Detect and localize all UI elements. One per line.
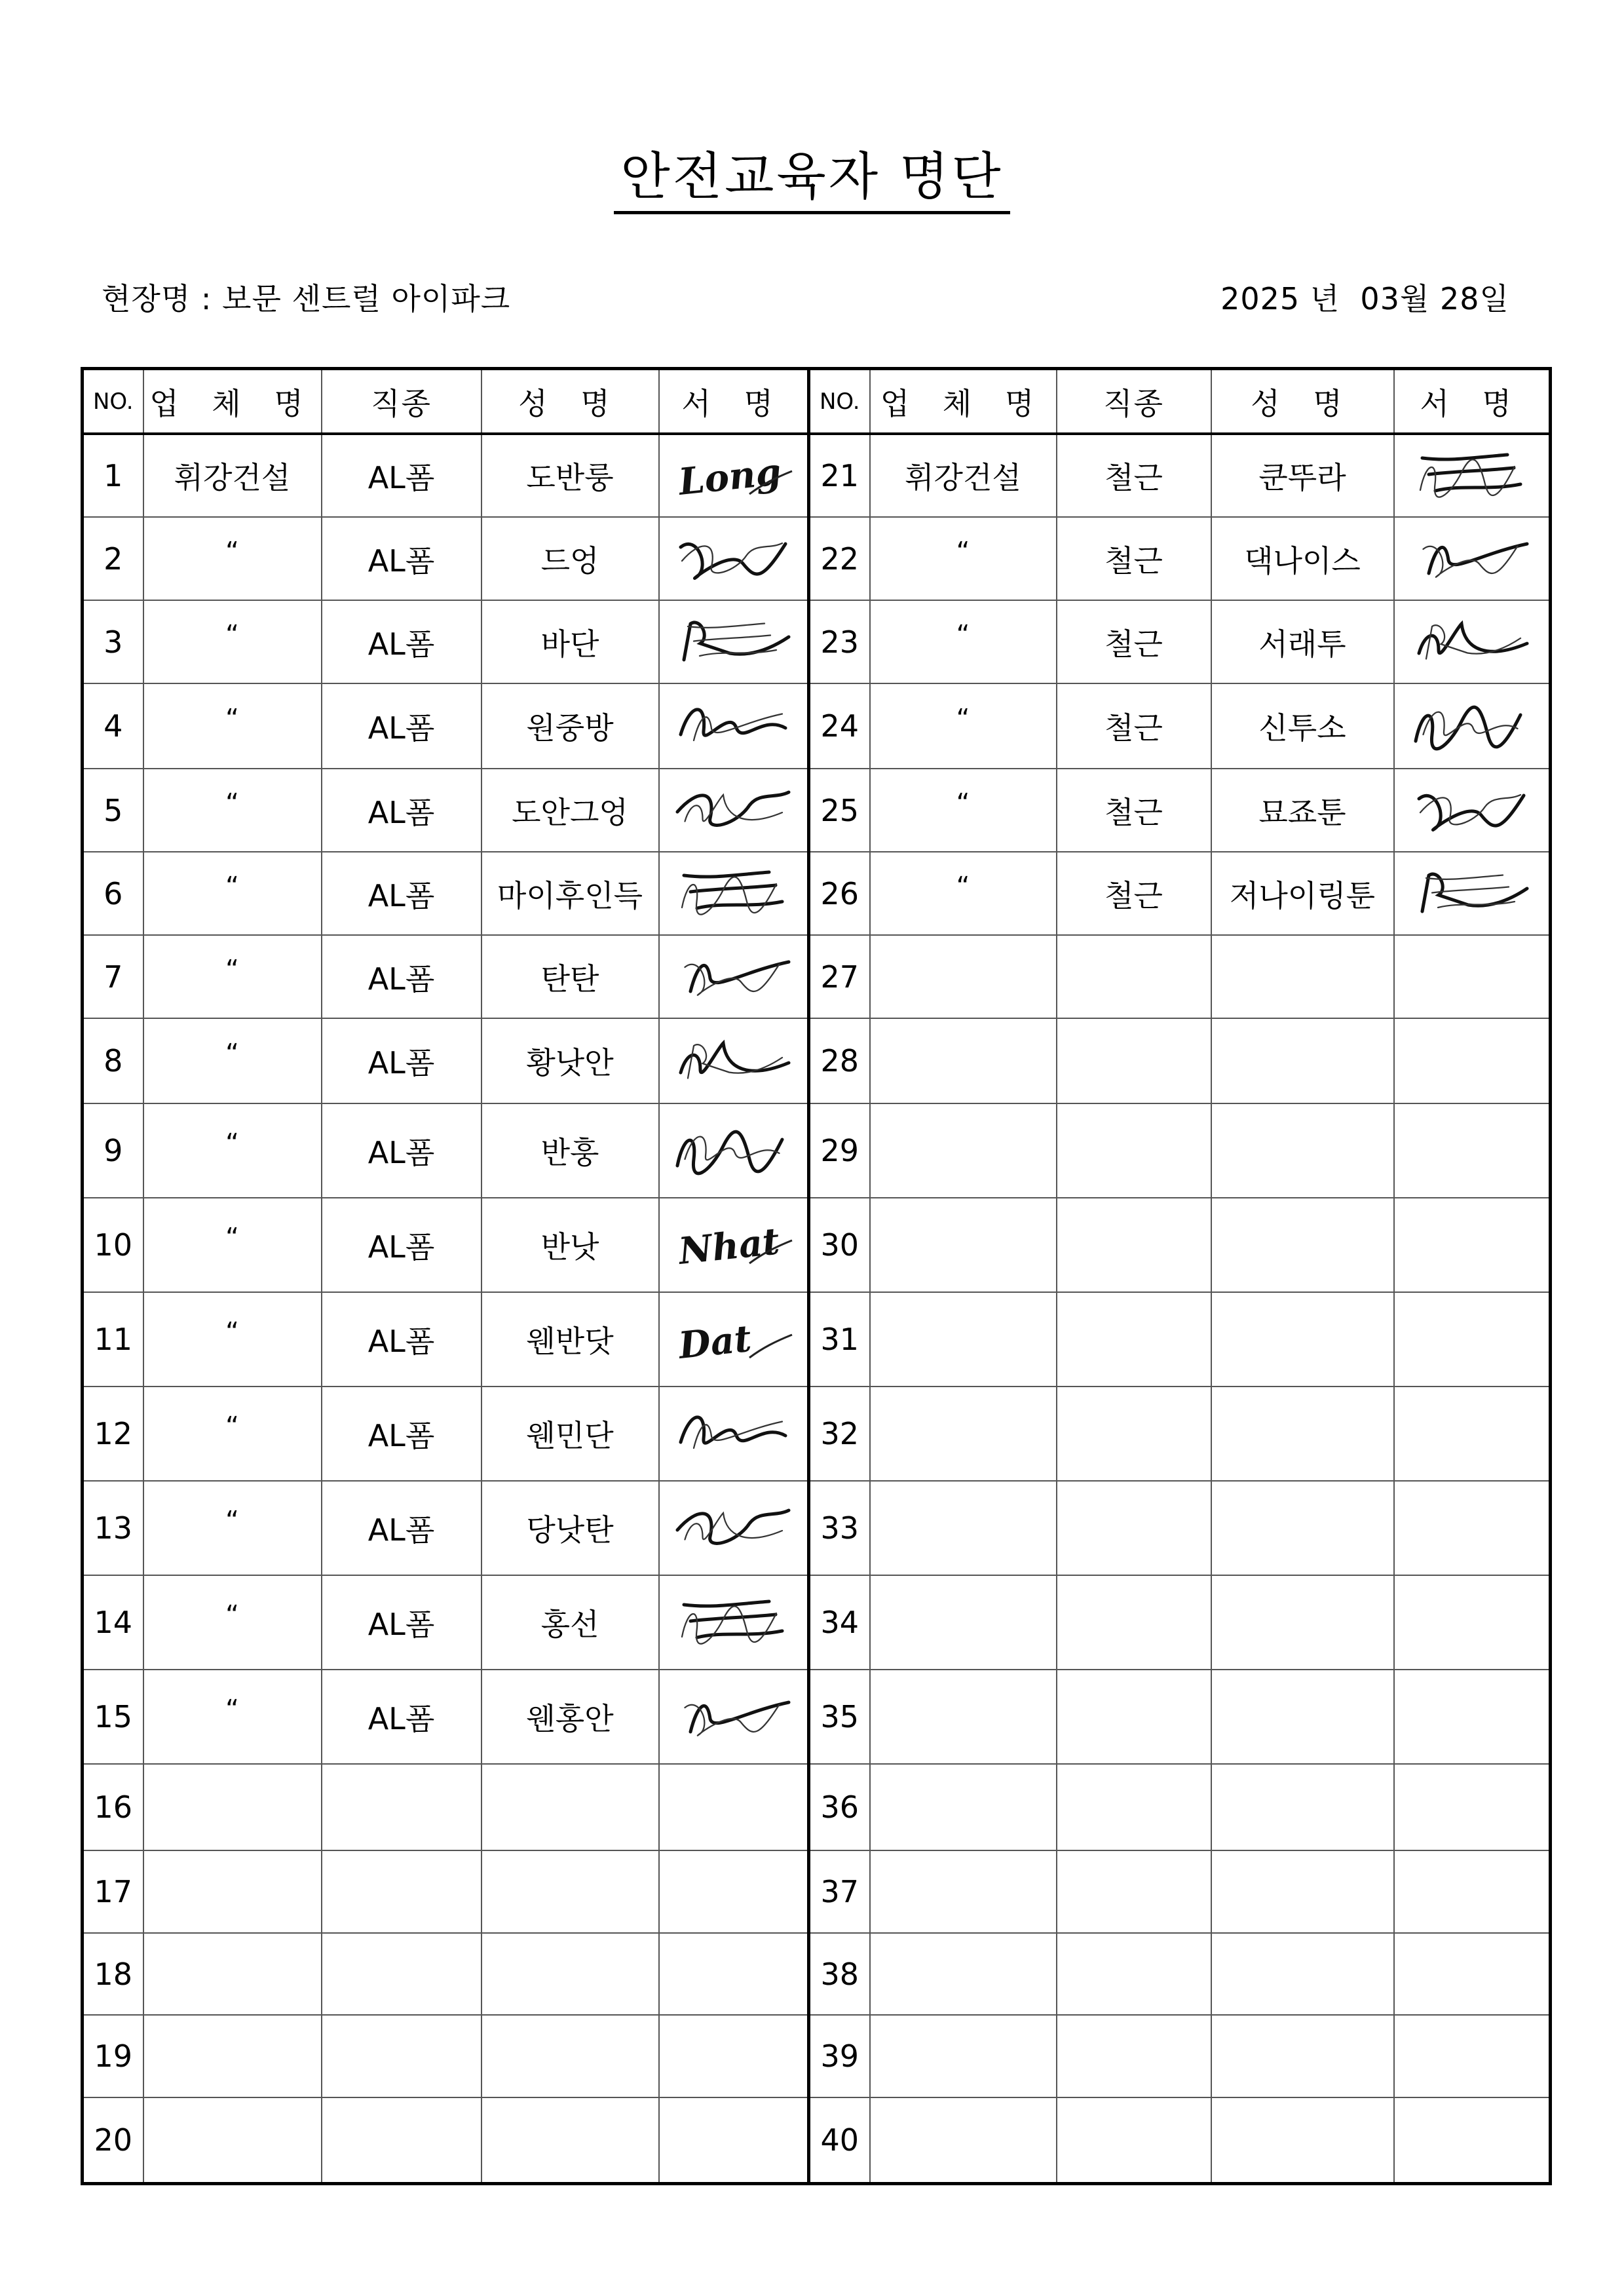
row-number-cell: 15 [83, 1670, 143, 1764]
company-cell: 휘강건설 [870, 434, 1057, 517]
signature-image [671, 1309, 795, 1371]
ditto-mark: “ [956, 536, 970, 567]
company-cell [870, 600, 1057, 683]
worker-name-cell: 원중방 [482, 683, 659, 769]
worker-name-cell: 웬민단 [482, 1387, 659, 1481]
worker-name-cell [482, 1764, 659, 1850]
signature-image [671, 1120, 795, 1182]
company-cell [143, 1198, 322, 1292]
worker-name-cell [1211, 1481, 1394, 1575]
job-cell: AL폼 [322, 683, 482, 769]
company-cell [143, 600, 322, 683]
job-cell: AL폼 [322, 1575, 482, 1670]
table-row [83, 2015, 1551, 2097]
ditto-mark: “ [225, 1317, 239, 1347]
ditto-mark: “ [225, 1694, 239, 1725]
worker-name-cell: 저나이링툰 [1211, 852, 1394, 935]
signature-cell [1394, 2015, 1551, 2097]
signature-cell [659, 600, 809, 683]
job-cell: AL폼 [322, 1292, 482, 1387]
job-cell [1057, 1018, 1211, 1103]
signature-cell [1394, 1850, 1551, 1933]
worker-name-cell [1211, 1018, 1394, 1103]
signature-cell [1394, 434, 1551, 517]
job-cell: AL폼 [322, 1670, 482, 1764]
job-cell [1057, 1481, 1211, 1575]
table-row [83, 2097, 1551, 2183]
signature-image [671, 611, 795, 673]
worker-name-cell: 당낫탄 [482, 1481, 659, 1575]
table-row [83, 1670, 1551, 1764]
worker-name-cell [1211, 1292, 1394, 1387]
job-cell: 철근 [1057, 852, 1211, 935]
row-number-cell: 21 [809, 434, 870, 517]
job-cell: AL폼 [322, 852, 482, 935]
header-company: 업 체 명 [143, 369, 322, 434]
company-cell [143, 852, 322, 935]
row-number-cell: 6 [83, 852, 143, 935]
company-cell [870, 1198, 1057, 1292]
company-cell [143, 935, 322, 1018]
job-cell: 철근 [1057, 683, 1211, 769]
signature-cell [1394, 1481, 1551, 1575]
ditto-mark: “ [225, 1506, 239, 1536]
signature-cell [1394, 683, 1551, 769]
job-cell [1057, 1850, 1211, 1933]
company-cell [143, 1387, 322, 1481]
row-number-cell: 5 [83, 769, 143, 852]
row-number-cell: 37 [809, 1850, 870, 1933]
company-cell [870, 1933, 1057, 2015]
signature-cell [659, 1481, 809, 1575]
row-number-cell: 20 [83, 2097, 143, 2183]
row-number-cell: 23 [809, 600, 870, 683]
row-number-cell: 9 [83, 1103, 143, 1198]
company-cell [870, 2015, 1057, 2097]
header-job: 직종 [1057, 369, 1211, 434]
row-number-cell: 14 [83, 1575, 143, 1670]
header-no: NO. [809, 369, 870, 434]
job-cell: 철근 [1057, 769, 1211, 852]
signature-cell [659, 769, 809, 852]
row-number-cell: 16 [83, 1764, 143, 1850]
worker-name-cell [1211, 1103, 1394, 1198]
row-number-cell: 31 [809, 1292, 870, 1387]
signature-cell [1394, 769, 1551, 852]
company-cell [143, 683, 322, 769]
ditto-mark: “ [225, 1600, 239, 1630]
worker-name-cell: 도안그엉 [482, 769, 659, 852]
worker-name-cell: 홍선 [482, 1575, 659, 1670]
row-number-cell: 4 [83, 683, 143, 769]
signature-cell [659, 1387, 809, 1481]
worker-name-cell [1211, 1850, 1394, 1933]
signature-image [671, 1686, 795, 1748]
table-row [83, 1198, 1551, 1292]
signature-cell [1394, 1670, 1551, 1764]
row-number-cell: 40 [809, 2097, 870, 2183]
company-cell [143, 1481, 322, 1575]
table-row [83, 1481, 1551, 1575]
attendee-table [81, 367, 1552, 2185]
row-number-cell: 25 [809, 769, 870, 852]
worker-name-cell [482, 2097, 659, 2183]
signature-image [1409, 862, 1534, 925]
job-cell [322, 2097, 482, 2183]
company-cell [870, 2097, 1057, 2183]
job-cell: 철근 [1057, 434, 1211, 517]
ditto-mark: “ [225, 954, 239, 985]
row-number-cell: 29 [809, 1103, 870, 1198]
company-cell [870, 683, 1057, 769]
worker-name-cell: 반낫 [482, 1198, 659, 1292]
signature-image [671, 527, 795, 590]
worker-name-cell [482, 1933, 659, 2015]
company-cell [870, 1764, 1057, 1850]
header-name: 성 명 [1211, 369, 1394, 434]
signature-cell [1394, 1103, 1551, 1198]
company-cell [143, 2097, 322, 2183]
table-row [83, 434, 1551, 517]
row-number-cell: 33 [809, 1481, 870, 1575]
table-row [83, 769, 1551, 852]
signature-image [671, 695, 795, 757]
signature-cell [659, 1575, 809, 1670]
signature-cell [659, 517, 809, 600]
header-row [83, 369, 1551, 434]
signature-image [671, 779, 795, 841]
ditto-mark: “ [956, 871, 970, 902]
worker-name-cell: 황낫안 [482, 1018, 659, 1103]
job-cell [1057, 1292, 1211, 1387]
worker-name-cell [1211, 1764, 1394, 1850]
worker-name-cell [1211, 1387, 1394, 1481]
row-number-cell: 24 [809, 683, 870, 769]
company-cell [870, 1670, 1057, 1764]
worker-name-cell [1211, 2015, 1394, 2097]
signature-cell [1394, 600, 1551, 683]
worker-name-cell [1211, 2097, 1394, 2183]
ditto-mark: “ [225, 1223, 239, 1253]
row-number-cell: 17 [83, 1850, 143, 1933]
signature-image [671, 1403, 795, 1465]
ditto-mark: “ [956, 788, 970, 818]
signature-image [1409, 779, 1534, 841]
company-cell [870, 517, 1057, 600]
signature-image [1409, 445, 1534, 507]
row-number-cell: 11 [83, 1292, 143, 1387]
job-cell: 철근 [1057, 517, 1211, 600]
signature-cell [659, 852, 809, 935]
table-row [83, 683, 1551, 769]
job-cell [322, 1764, 482, 1850]
row-number-cell: 27 [809, 935, 870, 1018]
company-cell [870, 935, 1057, 1018]
table-row [83, 1850, 1551, 1933]
company-cell [143, 2015, 322, 2097]
row-number-cell: 18 [83, 1933, 143, 2015]
worker-name-cell: 마이후인득 [482, 852, 659, 935]
row-number-cell: 26 [809, 852, 870, 935]
company-cell [870, 1481, 1057, 1575]
worker-name-cell [1211, 1933, 1394, 2015]
table-row [83, 852, 1551, 935]
job-cell: AL폼 [322, 1018, 482, 1103]
row-number-cell: 28 [809, 1018, 870, 1103]
signature-cell [1394, 1292, 1551, 1387]
document-date: 2025 년 03월 28일 [1220, 281, 1509, 316]
job-cell: AL폼 [322, 1481, 482, 1575]
document-title [0, 147, 1624, 214]
table-row [83, 1103, 1551, 1198]
job-cell [1057, 2015, 1211, 2097]
job-cell [1057, 935, 1211, 1018]
job-cell: AL폼 [322, 517, 482, 600]
signature-cell [659, 1933, 809, 2015]
signature-cell [1394, 1387, 1551, 1481]
row-number-cell: 34 [809, 1575, 870, 1670]
signature-image [671, 1592, 795, 1654]
ditto-mark: “ [956, 704, 970, 734]
worker-name-cell [482, 2015, 659, 2097]
row-number-cell: 8 [83, 1018, 143, 1103]
job-cell [322, 1850, 482, 1933]
worker-name-cell [482, 1850, 659, 1933]
company-cell [143, 769, 322, 852]
job-cell [1057, 1198, 1211, 1292]
job-cell: AL폼 [322, 1103, 482, 1198]
worker-name-cell: 바단 [482, 600, 659, 683]
ditto-mark: “ [225, 536, 239, 567]
worker-name-cell: 탄탄 [482, 935, 659, 1018]
signature-cell [1394, 1018, 1551, 1103]
job-cell: AL폼 [322, 600, 482, 683]
signature-cell [659, 2015, 809, 2097]
job-cell: 철근 [1057, 600, 1211, 683]
header-name: 성 명 [482, 369, 659, 434]
worker-name-cell: 드엉 [482, 517, 659, 600]
ditto-mark: “ [225, 788, 239, 818]
job-cell [1057, 1387, 1211, 1481]
row-number-cell: 13 [83, 1481, 143, 1575]
table-body [83, 434, 1551, 2183]
company-cell [143, 1575, 322, 1670]
signature-cell [659, 935, 809, 1018]
ditto-mark: “ [225, 871, 239, 902]
worker-name-cell: 서래투 [1211, 600, 1394, 683]
company-cell [870, 1103, 1057, 1198]
ditto-mark: “ [225, 1039, 239, 1069]
job-cell: AL폼 [322, 1198, 482, 1292]
header-sign: 서 명 [1394, 369, 1551, 434]
ditto-mark: “ [225, 704, 239, 734]
job-cell [322, 1933, 482, 2015]
worker-name-cell: 댁나이스 [1211, 517, 1394, 600]
job-cell [322, 2015, 482, 2097]
ditto-mark: “ [225, 1411, 239, 1442]
row-number-cell: 12 [83, 1387, 143, 1481]
ditto-mark: “ [225, 1128, 239, 1158]
table-row [83, 1387, 1551, 1481]
worker-name-cell: 웬반닷 [482, 1292, 659, 1387]
document-title-text: 안전교육자 명단 [614, 148, 1010, 214]
row-number-cell: 36 [809, 1764, 870, 1850]
signature-image [1409, 611, 1534, 673]
company-cell [870, 1292, 1057, 1387]
company-cell [143, 1764, 322, 1850]
job-cell [1057, 1575, 1211, 1670]
job-cell [1057, 1670, 1211, 1764]
header-no: NO. [83, 369, 143, 434]
company-cell [870, 769, 1057, 852]
table-row [83, 935, 1551, 1018]
signature-cell [659, 1670, 809, 1764]
company-cell [870, 1018, 1057, 1103]
company-cell [870, 1575, 1057, 1670]
worker-name-cell: 묘죠툰 [1211, 769, 1394, 852]
company-cell: 휘강건설 [143, 434, 322, 517]
row-number-cell: 10 [83, 1198, 143, 1292]
row-number-cell: 30 [809, 1198, 870, 1292]
worker-name-cell: 웬홍안 [482, 1670, 659, 1764]
svg-text:Long: Long [677, 450, 784, 504]
row-number-cell: 19 [83, 2015, 143, 2097]
job-cell: AL폼 [322, 434, 482, 517]
company-cell [870, 852, 1057, 935]
signature-cell [659, 2097, 809, 2183]
company-cell [143, 517, 322, 600]
signature-cell [1394, 1198, 1551, 1292]
signature-cell [659, 1850, 809, 1933]
signature-cell [1394, 935, 1551, 1018]
signature-cell [1394, 2097, 1551, 2183]
signature-cell [659, 1292, 809, 1387]
job-cell [1057, 1933, 1211, 2015]
company-cell [870, 1387, 1057, 1481]
company-cell [143, 1103, 322, 1198]
signature-cell [1394, 852, 1551, 935]
job-cell [1057, 2097, 1211, 2183]
signature-image [671, 946, 795, 1008]
signature-image [1409, 695, 1534, 757]
worker-name-cell [1211, 1670, 1394, 1764]
worker-name-cell [1211, 1198, 1394, 1292]
row-number-cell: 1 [83, 434, 143, 517]
signature-image [671, 862, 795, 925]
row-number-cell: 22 [809, 517, 870, 600]
table-row [83, 1292, 1551, 1387]
table-row [83, 1764, 1551, 1850]
signature-image [671, 1214, 795, 1276]
job-cell [1057, 1764, 1211, 1850]
svg-text:Dat: Dat [677, 1316, 754, 1368]
row-number-cell: 35 [809, 1670, 870, 1764]
signature-cell [659, 1198, 809, 1292]
signature-image [1409, 527, 1534, 590]
worker-name-cell: 반훙 [482, 1103, 659, 1198]
header-company: 업 체 명 [870, 369, 1057, 434]
signature-cell [659, 1764, 809, 1850]
signature-image [671, 445, 795, 507]
row-number-cell: 39 [809, 2015, 870, 2097]
job-cell [1057, 1103, 1211, 1198]
table-row [83, 1933, 1551, 2015]
header-sign: 서 명 [659, 369, 809, 434]
signature-cell [659, 434, 809, 517]
job-cell: AL폼 [322, 1387, 482, 1481]
worker-name-cell: 도반룽 [482, 434, 659, 517]
row-number-cell: 3 [83, 600, 143, 683]
company-cell [143, 1018, 322, 1103]
job-cell: AL폼 [322, 769, 482, 852]
signature-cell [1394, 1575, 1551, 1670]
company-cell [143, 1850, 322, 1933]
signature-cell [1394, 1764, 1551, 1850]
table-row [83, 1575, 1551, 1670]
job-cell: AL폼 [322, 935, 482, 1018]
table-row [83, 1018, 1551, 1103]
svg-text:Nhat: Nhat [677, 1219, 782, 1273]
ditto-mark: “ [225, 619, 239, 650]
row-number-cell: 32 [809, 1387, 870, 1481]
signature-cell [659, 1103, 809, 1198]
signature-image [671, 1030, 795, 1092]
row-number-cell: 7 [83, 935, 143, 1018]
signature-cell [659, 683, 809, 769]
row-number-cell: 38 [809, 1933, 870, 2015]
signature-cell [1394, 1933, 1551, 2015]
worker-name-cell: 쿤뚜라 [1211, 434, 1394, 517]
table-row [83, 600, 1551, 683]
company-cell [143, 1292, 322, 1387]
company-cell [143, 1933, 322, 2015]
signature-image [671, 1497, 795, 1559]
table-row [83, 517, 1551, 600]
worker-name-cell [1211, 1575, 1394, 1670]
site-name: 현장명 : 보문 센트럴 아이파크 [102, 281, 511, 316]
header-job: 직종 [322, 369, 482, 434]
signature-cell [659, 1018, 809, 1103]
row-number-cell: 2 [83, 517, 143, 600]
signature-cell [1394, 517, 1551, 600]
worker-name-cell: 신투소 [1211, 683, 1394, 769]
company-cell [870, 1850, 1057, 1933]
ditto-mark: “ [956, 619, 970, 650]
company-cell [143, 1670, 322, 1764]
worker-name-cell [1211, 935, 1394, 1018]
